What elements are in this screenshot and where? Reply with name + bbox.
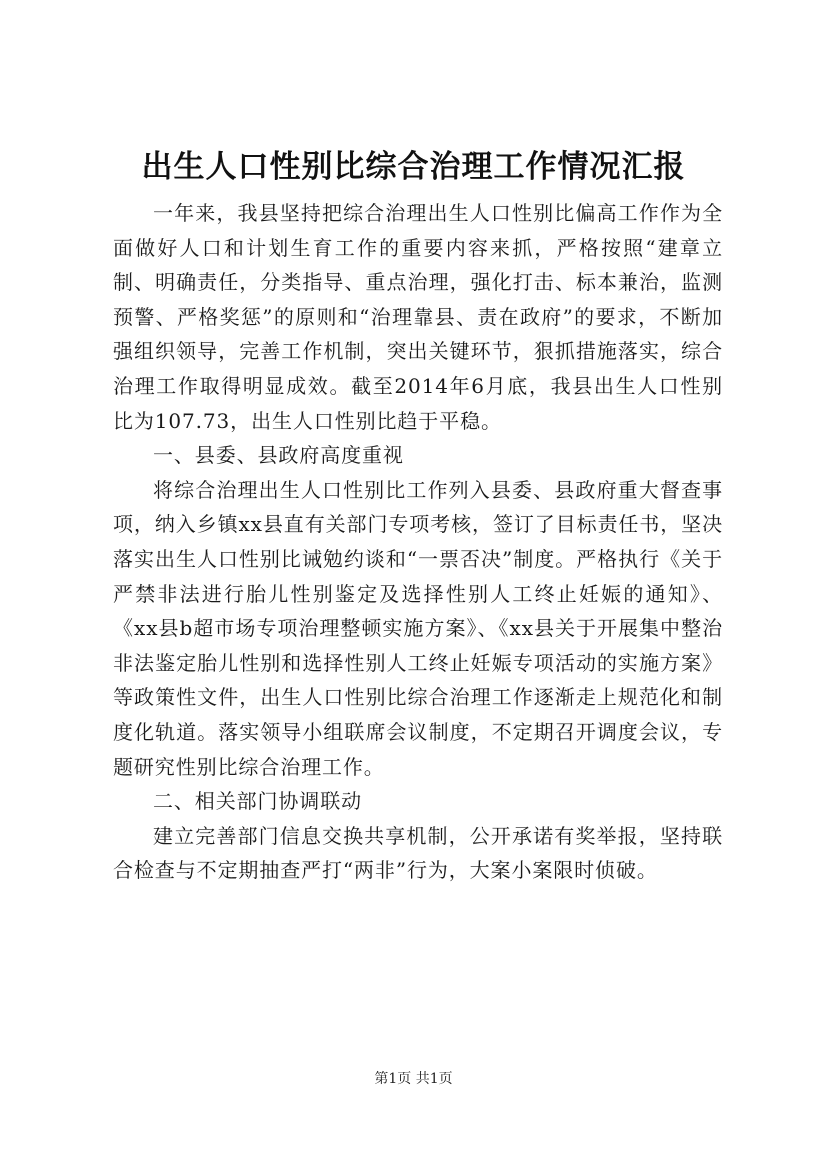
paragraph-section-2: 建立完善部门信息交换共享机制，公开承诺有奖举报，坚持联合检查与不定期抽查严打“两非”行为，大案小案限时侦破。 (113, 823, 723, 883)
document-title: 出生人口性别比综合治理工作情况汇报 (141, 149, 686, 185)
section-heading-1: 一、县委、县政府高度重视 (153, 443, 404, 468)
page-footer: 第1页 共1页 (374, 1071, 453, 1087)
paragraph-intro: 一年来，我县坚持把综合治理出生人口性别比偏高工作作为全面做好人口和计划生育工作的重要内容来抓，严格按照“建章立制、明确责任，分类指导、重点治理，强化打击、标本兼治，监测预警、严格奖惩”的原则和“治理靠县、责在政府”的要求，不断加强组织领导，完善工作机制，突出关键环节，狠抓措施落实，综合治理工作取得明显成效。截至2014年6月底，我县出生人口性别比为107.73，出生人口性别比趋于平稳。 (113, 201, 723, 433)
paragraph-section-1: 将综合治理出生人口性别比工作列入县委、县政府重大督查事项，纳入乡镇xx县直有关部门专项考核，签订了目标责任书，坚决落实出生人口性别比诫勉约谈和“一票否决”制度。严格执行《关于严禁非法进行胎儿性别鉴定及选择性别人工终止妊娠的通知》、《xx县b超市场专项治理整顿实施方案》、《xx县关于开展集中整治非法鉴定胎儿性别和选择性别人工终止妊娠专项活动的实施方案》等政策性文件，出生人口性别比综合治理工作逐渐走上规范化和制度化轨道。落实领导小组联席会议制度，不定期召开调度会议，专题研究性别比综合治理工作。 (113, 477, 723, 779)
document-body (113, 196, 723, 888)
section-heading-2: 二、相关部门协调联动 (153, 789, 362, 814)
